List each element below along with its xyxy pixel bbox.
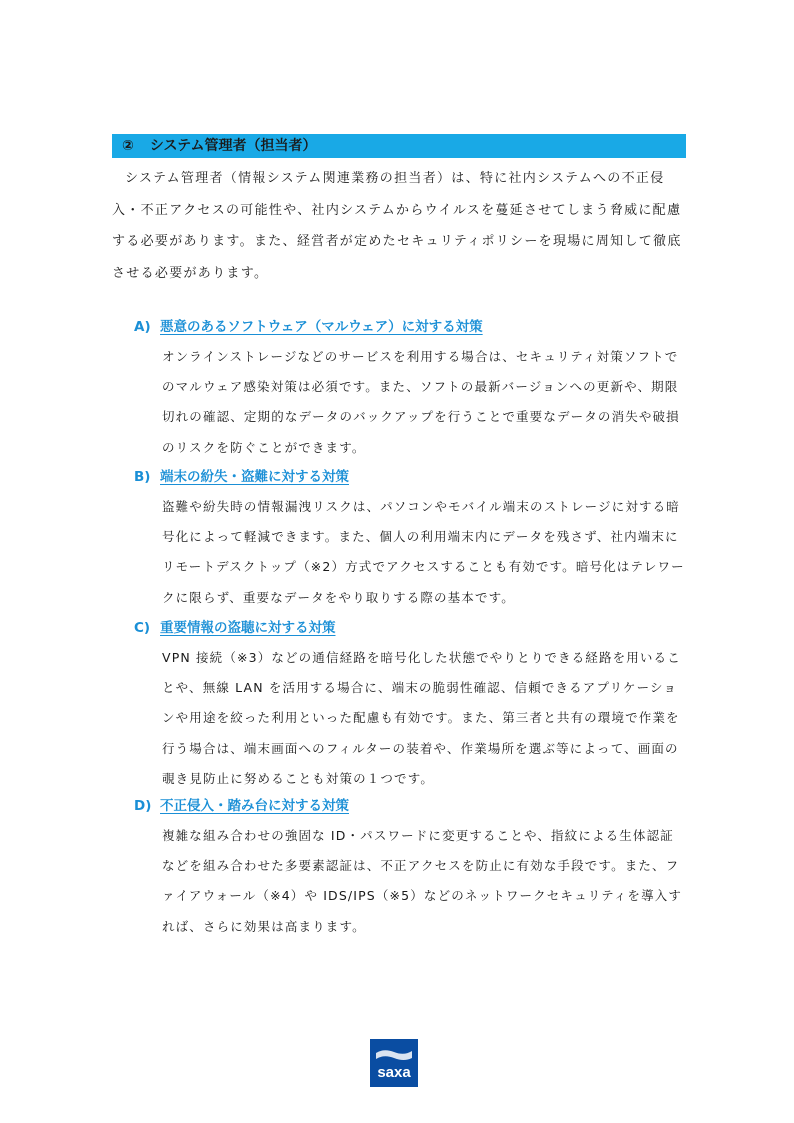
subsection-heading-d (134, 796, 349, 816)
subsection-heading-a (134, 317, 483, 337)
subsection-heading-c (134, 618, 336, 638)
subsection-body-c: VPN 接続（※3）などの通信経路を暗号化した状態でやりとりできる経路を用いることや、無線 LAN を活用する場合に、端末の脆弱性確認、信頼できるアプリケーションや用途を絞った利用といった配慮も有効です。また、第三者と共有の環境で作業を行う場合は、端末画面へのフィルターの装着や、作業場所を選ぶ等によって、画面の覗き見防止に努めることも対策の１つです。 (162, 650, 681, 786)
subsection-heading-b (134, 467, 349, 487)
subsection-title: 悪意のあるソフトウェア（マルウェア）に対する対策 (160, 319, 483, 335)
section-header (112, 134, 686, 158)
section-title: システム管理者（担当者） (149, 138, 317, 154)
logo-text: saxa (377, 1064, 411, 1081)
subsection-body-d: 複雑な組み合わせの強固な ID・パスワードに変更することや、指紋による生体認証などを組み合わせた多要素認証は、不正アクセスを防止に有効な手段です。また、ファイアウォール（※4）や IDS/IPS（※5）などのネットワークセキュリティを導入すれば、さらに効果は高まります。 (162, 828, 683, 934)
subsection-letter: D) (134, 798, 152, 814)
subsection-title: 端末の紛失・盗難に対する対策 (160, 469, 349, 485)
subsection-title: 重要情報の盗聴に対する対策 (160, 620, 336, 636)
section-number: ② (122, 138, 134, 154)
subsection-body-a: オンラインストレージなどのサービスを利用する場合は、セキュリティ対策ソフトでのマルウェア感染対策は必須です。また、ソフトの最新バージョンへの更新や、期限切れの確認、定期的なデータのバックアップを行うことで重要なデータの消失や破損のリスクを防ぐことができます。 (162, 349, 680, 455)
subsection-letter: C) (134, 620, 151, 636)
subsection-body-b: 盗難や紛失時の情報漏洩リスクは、パソコンやモバイル端末のストレージに対する暗号化によって軽減できます。また、個人の利用端末内にデータを残さず、社内端末にリモートデスクトップ（※2）方式でアクセスすることも有効です。暗号化はテレワークに限らず、重要なデータをやり取りする際の基本です。 (162, 499, 685, 605)
section-intro: システム管理者（情報システム関連業務の担当者）は、特に社内システムへの不正侵入・不正アクセスの可能性や、社内システムからウイルスを蔓延させてしまう脅威に配慮する必要があります。また、経営者が定めたセキュリティポリシーを現場に周知して徹底させる必要があります。 (112, 171, 682, 281)
saxa-logo (370, 1039, 418, 1087)
subsection-title: 不正侵入・踏み台に対する対策 (160, 798, 349, 814)
subsection-letter: B) (134, 469, 151, 485)
subsection-letter: A) (134, 319, 151, 335)
